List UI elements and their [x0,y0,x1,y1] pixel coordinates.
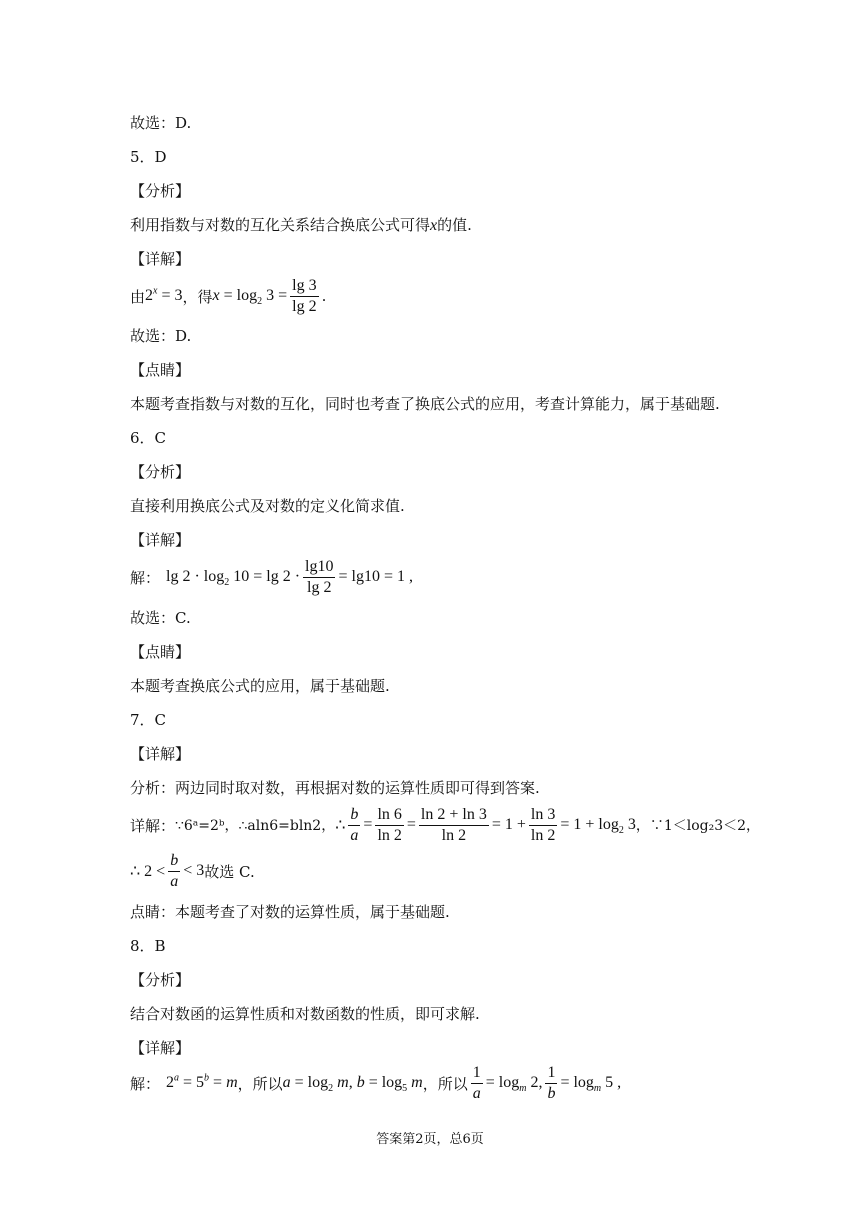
section-analysis-heading: 【分析】 [130,971,191,989]
section-detail-heading: 【详解】 [130,745,191,763]
section-detail-heading: 【详解】 [130,250,191,268]
formula-line-q7a: 详解： ∵6ᵃ=2ᵇ，∴aln6=bln2， ∴ $\frac{b}{a}$ = $\frac{\ln 6}{\ln 2}$ = $\frac{\ln 2 + \ln 3}{\ln 2}$ = 1 + $\frac{\ln 3}{\ln 2}$ = $1 + \log_2 3$ ，∵1＜log₂3＜2， [130,806,761,844]
formula-line-q5: 由 $2^x = 3$ ，得 $x = \log_2 3$ = $\frac{\lg 3}{\lg 2}$ . [130,277,327,315]
page-footer: 答案第2页，总6页 [376,1132,484,1147]
question-number-6: 6．C [130,429,167,447]
analysis-text: 结合对数函的运算性质和对数函数的性质，即可求解. [130,1005,480,1023]
section-comment-heading: 【点睛】 [130,361,191,379]
answer-choice-line: 故选：C. [130,609,191,627]
section-detail-heading: 【详解】 [130,1039,191,1057]
answer-choice-line: 故选：D. [130,327,192,345]
formula-line-q8: 解： $2^a = 5^b = m$ ，所以 $a = \log_2 m$, $b = \log_5 m$ ，所以 $\frac{1}{a}$ = $\log_m 2$, $\frac{1}{b}$ = $\log_m 5$ , [130,1064,622,1102]
comment-text: 本题考查指数与对数的互化，同时也考查了换底公式的应用，考查计算能力，属于基础题. [130,395,720,413]
comment-text: 本题考查换底公式的应用，属于基础题. [130,677,390,695]
analysis-text: 直接利用换底公式及对数的定义化简求值. [130,497,405,515]
analysis-text: 利用指数与对数的互化关系结合换底公式可得x的值. [130,216,472,234]
formula-line-q6: 解： $\lg 2 \cdot \log_2 10 = \lg 2$ · $\frac{\lg 10}{\lg 2}$ = lg10 = 1 , [130,558,413,596]
section-detail-heading: 【详解】 [130,531,191,549]
formula-line-q7b: ∴ 2 < $\frac{b}{a}$ < 3 故选 C. [130,852,255,890]
answer-choice-line: 故选：D. [130,114,192,132]
question-number-8: 8．B [130,937,166,955]
section-analysis-heading: 【分析】 [130,182,191,200]
comment-text: 点睛：本题考查了对数的运算性质，属于基础题. [130,903,450,921]
section-analysis-heading: 【分析】 [130,463,191,481]
question-number-5: 5．D [130,148,167,166]
question-number-7: 7．C [130,711,167,729]
analysis-text: 分析：两边同时取对数，再根据对数的运算性质即可得到答案. [130,779,540,797]
section-comment-heading: 【点睛】 [130,643,191,661]
